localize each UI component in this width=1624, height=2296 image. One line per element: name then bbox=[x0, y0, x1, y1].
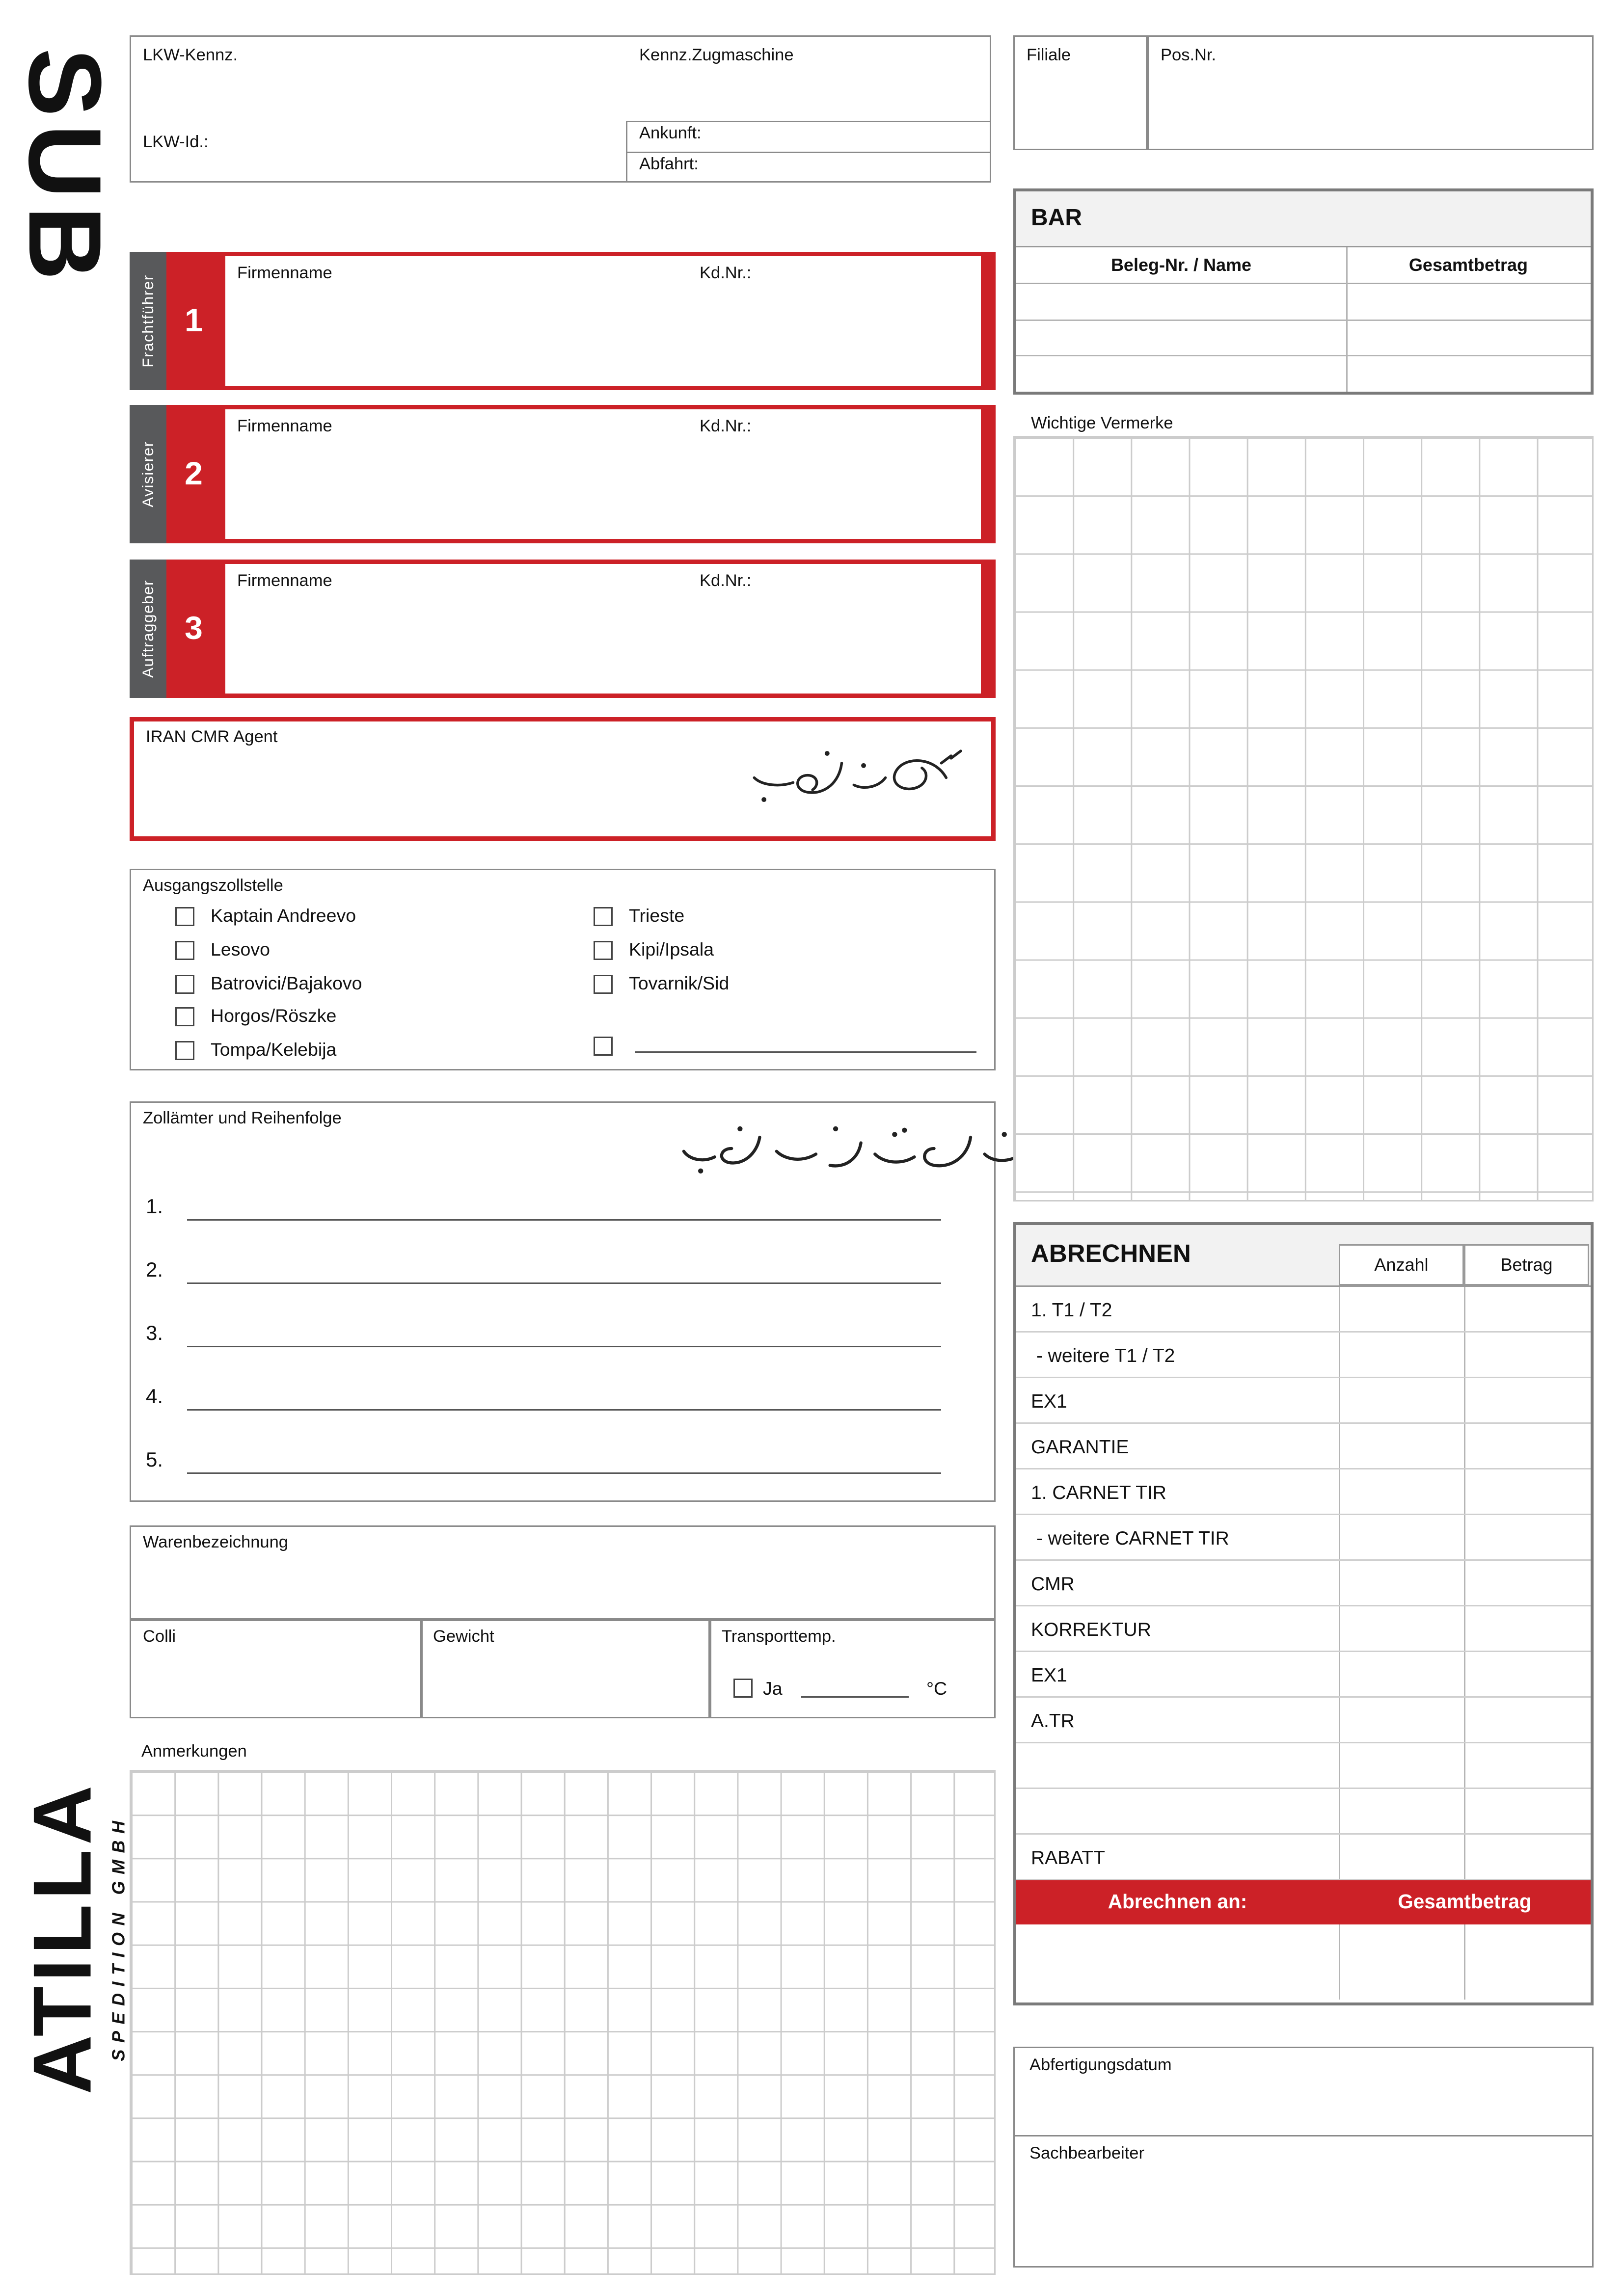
zollstelle-option-label: Horgos/Röszke bbox=[211, 1006, 337, 1027]
gesamtbetrag-label: Gesamtbetrag bbox=[1398, 1891, 1532, 1913]
line-number: 3. bbox=[146, 1321, 163, 1344]
abrechnen-betrag-cell[interactable] bbox=[1464, 1698, 1589, 1742]
party-number-badge: 3 bbox=[166, 560, 221, 698]
firmenname-label: Firmenname bbox=[237, 573, 332, 590]
company-name: ATILLA bbox=[15, 1781, 108, 2095]
abrechnen-anzahl-cell[interactable] bbox=[1339, 1424, 1464, 1468]
abfertigungsdatum-box[interactable] bbox=[1013, 2047, 1594, 2138]
abrechnen-anzahl-cell[interactable] bbox=[1339, 1743, 1464, 1788]
abrechnen-anzahl-cell[interactable] bbox=[1339, 1652, 1464, 1696]
party-role-bar bbox=[130, 405, 166, 543]
anmerkungen-label: Anmerkungen bbox=[141, 1743, 247, 1761]
abrechnen-row bbox=[1016, 1743, 1591, 1789]
party-fill-area[interactable] bbox=[221, 252, 996, 390]
zollaemter-box bbox=[130, 1101, 996, 1502]
ausgangszollstelle-box bbox=[130, 869, 996, 1070]
abrechnen-row bbox=[1016, 1561, 1591, 1606]
party-fill-area[interactable] bbox=[221, 405, 996, 543]
bar-col-amount: Gesamtbetrag bbox=[1408, 255, 1528, 275]
abrechnen-betrag-cell[interactable] bbox=[1464, 1835, 1589, 1879]
wichtige-vermerke-grid[interactable] bbox=[1013, 436, 1594, 1201]
warenbezeichnung-box[interactable] bbox=[130, 1525, 996, 1620]
checkbox-zollstelle[interactable] bbox=[594, 974, 613, 993]
abrechnen-row bbox=[1016, 1835, 1591, 1880]
abrechnen-betrag-cell[interactable] bbox=[1464, 1743, 1589, 1788]
abrechnen-row bbox=[1016, 1378, 1591, 1424]
party-fill-area[interactable] bbox=[221, 560, 996, 698]
abrechnen-row-label: - weitere CARNET TIR bbox=[1031, 1527, 1229, 1549]
bar-column-headers bbox=[1016, 247, 1591, 284]
iran-cmr-agent-box[interactable] bbox=[130, 717, 996, 841]
abrechnen-row-label: GARANTIE bbox=[1031, 1436, 1129, 1458]
pos-nr-label: Pos.Nr. bbox=[1161, 47, 1217, 65]
abrechnen-betrag-cell[interactable] bbox=[1464, 1287, 1589, 1331]
zollstelle-option-label: Tompa/Kelebija bbox=[211, 1040, 337, 1061]
party-role-bar bbox=[130, 560, 166, 698]
temperature-line[interactable] bbox=[801, 1677, 909, 1698]
firmenname-label: Firmenname bbox=[237, 265, 332, 283]
abrechnen-row-label: RABATT bbox=[1031, 1846, 1105, 1869]
abrechnen-row-label: 1. T1 / T2 bbox=[1031, 1299, 1112, 1321]
customs-office-line[interactable] bbox=[187, 1200, 941, 1221]
checkbox-zollstelle[interactable] bbox=[594, 907, 613, 926]
divider bbox=[1146, 37, 1148, 149]
firmenname-label: Firmenname bbox=[237, 418, 332, 436]
line-number: 2. bbox=[146, 1257, 163, 1281]
abrechnen-row-label: EX1 bbox=[1031, 1664, 1067, 1686]
company-vertical-logo bbox=[12, 1737, 138, 2138]
party-role-label: Frachtführer bbox=[139, 274, 157, 368]
divider bbox=[1464, 1924, 1465, 2000]
ausgangszollstelle-label: Ausgangszollstelle bbox=[143, 878, 283, 895]
abrechnen-betrag-cell[interactable] bbox=[1464, 1789, 1589, 1833]
abrechnen-row-label: EX1 bbox=[1031, 1390, 1067, 1412]
abrechnen-table bbox=[1013, 1222, 1594, 2005]
checkbox-zollstelle[interactable] bbox=[594, 940, 613, 960]
handwritten-farsi-customs-agent bbox=[720, 733, 963, 825]
party-number-badge: 2 bbox=[166, 405, 221, 543]
bar-col-name: Beleg-Nr. / Name bbox=[1110, 255, 1252, 275]
betrag-col-header: Betrag bbox=[1464, 1244, 1589, 1285]
checkbox-zollstelle[interactable] bbox=[175, 1041, 194, 1061]
company-subtitle: SPEDITION GMBH bbox=[108, 1814, 129, 2061]
abrechnen-row-label: KORREKTUR bbox=[1031, 1618, 1151, 1640]
abrechnen-row bbox=[1016, 1333, 1591, 1378]
zollstelle-option-label: Kipi/Ipsala bbox=[629, 939, 714, 960]
lkw-id-label: LKW-Id.: bbox=[143, 134, 209, 152]
abrechnen-betrag-cell[interactable] bbox=[1464, 1469, 1589, 1514]
abrechnen-row bbox=[1016, 1469, 1591, 1515]
party-number-badge: 1 bbox=[166, 252, 221, 390]
kdnr-label: Kd.Nr.: bbox=[700, 573, 752, 590]
divider bbox=[627, 152, 990, 153]
abrechnen-header bbox=[1016, 1225, 1591, 1287]
zollstelle-option-label: Kaptain Andreevo bbox=[211, 906, 356, 926]
abrechnen-row bbox=[1016, 1606, 1591, 1652]
filiale-label: Filiale bbox=[1027, 47, 1071, 65]
party-role-label: Avisierer bbox=[139, 441, 157, 507]
checkbox-zollstelle[interactable] bbox=[175, 1008, 194, 1027]
measures-row bbox=[130, 1620, 996, 1718]
abrechnen-betrag-cell[interactable] bbox=[1464, 1424, 1589, 1468]
kennz-zugmaschine-label: Kennz.Zugmaschine bbox=[639, 47, 794, 65]
divider bbox=[1339, 1924, 1340, 2000]
abrechnen-footer-bar bbox=[1016, 1880, 1591, 1924]
zollstelle-option-label: Trieste bbox=[629, 906, 685, 926]
kdnr-label: Kd.Nr.: bbox=[700, 418, 752, 436]
abrechnen-anzahl-cell[interactable] bbox=[1339, 1789, 1464, 1833]
gewicht-label: Gewicht bbox=[433, 1629, 494, 1646]
divider bbox=[1016, 355, 1591, 356]
abrechnen-row bbox=[1016, 1424, 1591, 1469]
abrechnen-row-label: A.TR bbox=[1031, 1709, 1075, 1732]
anzahl-col-header: Anzahl bbox=[1339, 1244, 1464, 1285]
abrechnen-anzahl-cell[interactable] bbox=[1339, 1606, 1464, 1651]
abrechnen-anzahl-cell[interactable] bbox=[1339, 1698, 1464, 1742]
bar-table bbox=[1013, 188, 1594, 395]
customs-office-line[interactable] bbox=[187, 1263, 941, 1284]
checkbox-zollstelle[interactable] bbox=[175, 907, 194, 926]
zollstelle-option-label: Batrovici/Bajakovo bbox=[211, 972, 362, 993]
abrechnen-an-label: Abrechnen an: bbox=[1108, 1891, 1247, 1913]
divider bbox=[708, 1621, 711, 1717]
customs-office-line[interactable] bbox=[187, 1327, 941, 1347]
abrechnen-betrag-cell[interactable] bbox=[1464, 1378, 1589, 1422]
iran-cmr-agent-label: IRAN CMR Agent bbox=[146, 729, 278, 747]
celsius-label: °C bbox=[926, 1679, 947, 1699]
abrechnen-anzahl-cell[interactable] bbox=[1339, 1561, 1464, 1605]
abrechnen-anzahl-cell[interactable] bbox=[1339, 1287, 1464, 1331]
abrechnen-row-label: 1. CARNET TIR bbox=[1031, 1481, 1166, 1503]
warenbezeichnung-label: Warenbezeichnung bbox=[143, 1534, 289, 1552]
abrechnen-row-label: - weitere T1 / T2 bbox=[1031, 1344, 1175, 1366]
party-block-frachtfuehrer bbox=[130, 252, 996, 390]
abrechnen-row bbox=[1016, 1789, 1591, 1835]
custom-zollstelle-line[interactable] bbox=[635, 1032, 976, 1053]
abrechnen-rows bbox=[1016, 1287, 1591, 1880]
checkbox-temp-ja[interactable] bbox=[733, 1679, 753, 1698]
line-number: 1. bbox=[146, 1194, 163, 1218]
sub-vertical-title bbox=[9, 24, 121, 311]
bar-header bbox=[1016, 191, 1591, 247]
abrechnen-row bbox=[1016, 1515, 1591, 1561]
ja-label: Ja bbox=[763, 1679, 783, 1699]
sachbearbeiter-box[interactable] bbox=[1013, 2135, 1594, 2268]
customs-office-line[interactable] bbox=[187, 1453, 941, 1474]
zollstelle-option-label: Tovarnik/Sid bbox=[629, 972, 730, 993]
sub-title-text: SUB bbox=[7, 47, 122, 287]
party-block-auftraggeber bbox=[130, 560, 996, 698]
line-number: 5. bbox=[146, 1447, 163, 1471]
abrechnen-anzahl-cell[interactable] bbox=[1339, 1469, 1464, 1514]
checkbox-zollstelle[interactable] bbox=[175, 974, 194, 993]
customs-office-line[interactable] bbox=[187, 1390, 941, 1411]
abrechnen-row bbox=[1016, 1698, 1591, 1743]
line-number: 4. bbox=[146, 1384, 163, 1408]
checkbox-zollstelle[interactable] bbox=[175, 940, 194, 960]
truck-info-box[interactable] bbox=[130, 35, 991, 183]
abrechnen-betrag-cell[interactable] bbox=[1464, 1515, 1589, 1559]
bar-title-text: BAR bbox=[1031, 206, 1083, 231]
abrechnen-betrag-cell[interactable] bbox=[1464, 1333, 1589, 1377]
arrival-departure-box[interactable] bbox=[626, 121, 990, 181]
party-role-bar bbox=[130, 252, 166, 390]
party-role-label: Auftraggeber bbox=[139, 579, 157, 678]
checkbox-custom-zollstelle[interactable] bbox=[594, 1037, 613, 1056]
party-block-avisierer bbox=[130, 405, 996, 543]
abrechnen-row bbox=[1016, 1652, 1591, 1698]
transporttemp-label: Transporttemp. bbox=[722, 1629, 836, 1646]
filiale-posnr-box[interactable] bbox=[1013, 35, 1594, 150]
bar-empty-row[interactable] bbox=[1016, 320, 1591, 355]
abrechnen-total-area[interactable] bbox=[1016, 1924, 1591, 2000]
zollaemter-label: Zollämter und Reihenfolge bbox=[143, 1110, 342, 1128]
abrechnen-title: ABRECHNEN bbox=[1031, 1240, 1191, 1268]
kdnr-label: Kd.Nr.: bbox=[700, 265, 752, 283]
abrechnen-anzahl-cell[interactable] bbox=[1339, 1515, 1464, 1559]
anmerkungen-grid[interactable] bbox=[130, 1770, 996, 2275]
bar-empty-row[interactable] bbox=[1016, 284, 1591, 320]
abrechnen-anzahl-cell[interactable] bbox=[1339, 1333, 1464, 1377]
abfahrt-label: Abfahrt: bbox=[639, 156, 699, 174]
divider bbox=[420, 1621, 422, 1717]
zollstelle-option-label: Lesovo bbox=[211, 939, 270, 960]
abfertigungsdatum-label: Abfertigungsdatum bbox=[1029, 2057, 1172, 2075]
wichtige-vermerke-label: Wichtige Vermerke bbox=[1031, 415, 1173, 433]
abrechnen-betrag-cell[interactable] bbox=[1464, 1561, 1589, 1605]
abrechnen-anzahl-cell[interactable] bbox=[1339, 1378, 1464, 1422]
lkw-kennz-label: LKW-Kennz. bbox=[143, 47, 238, 65]
abrechnen-row bbox=[1016, 1287, 1591, 1333]
abrechnen-betrag-cell[interactable] bbox=[1464, 1606, 1589, 1651]
abrechnen-betrag-cell[interactable] bbox=[1464, 1652, 1589, 1696]
sachbearbeiter-label: Sachbearbeiter bbox=[1029, 2145, 1144, 2163]
abrechnen-row-label: CMR bbox=[1031, 1573, 1075, 1595]
ankunft-label: Ankunft: bbox=[639, 125, 702, 143]
colli-label: Colli bbox=[143, 1629, 176, 1646]
abrechnen-anzahl-cell[interactable] bbox=[1339, 1835, 1464, 1879]
